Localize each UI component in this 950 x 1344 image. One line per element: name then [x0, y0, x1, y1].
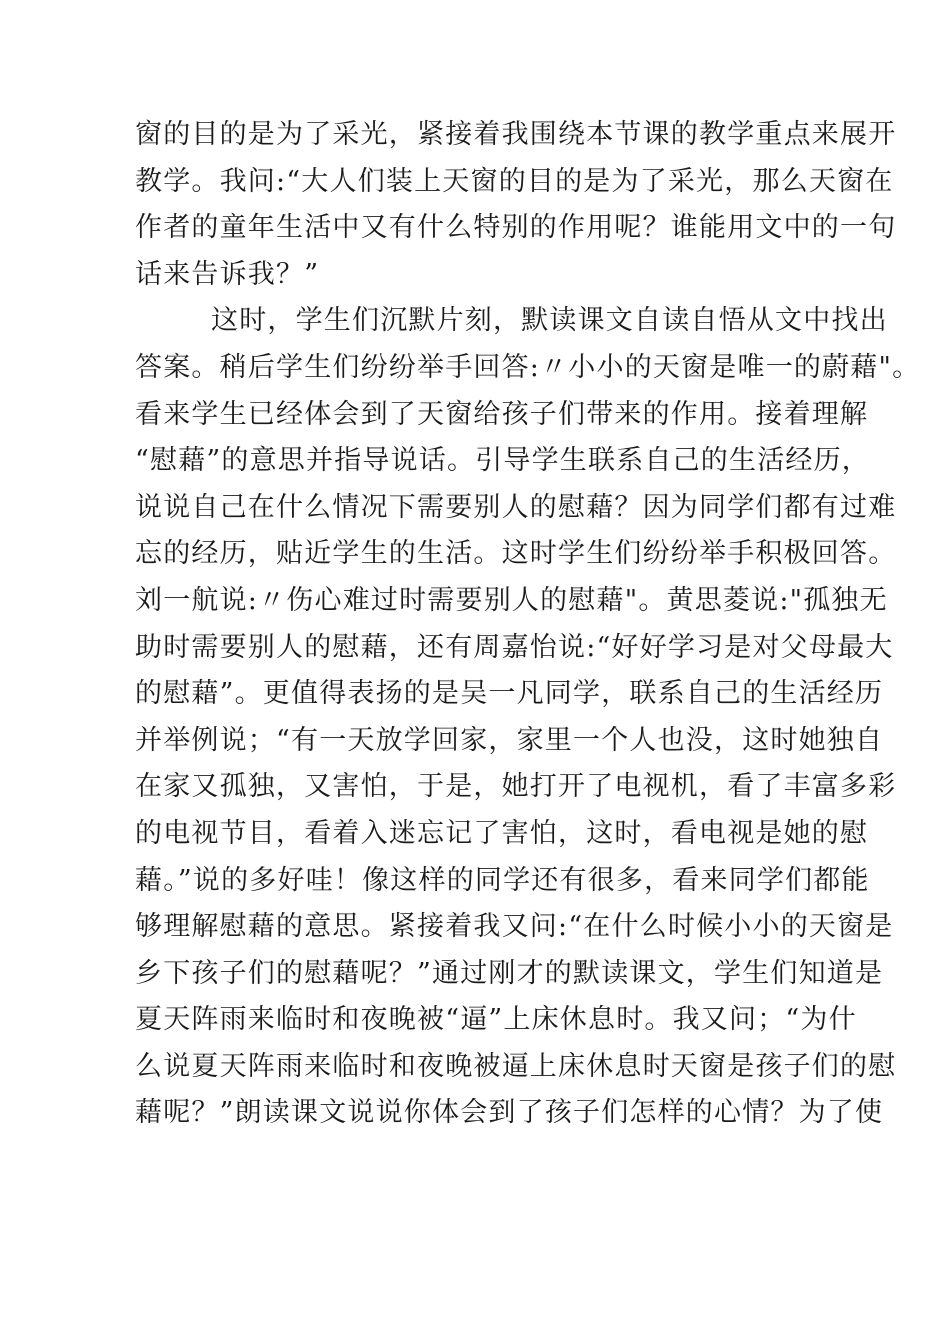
text-line: 窗的目的是为了采光，紧接着我围绕本节课的教学重点来展开	[135, 119, 897, 150]
text-line: 藉呢？”朗读课文说说你体会到了孩子们怎样的心情？为了使	[135, 1097, 884, 1129]
text-line: 刘一航说:〃伤心难过时需要别人的慰藉"。黄思菱说:"孤独无	[135, 584, 888, 616]
text-line: 说说自己在什么情况下需要别人的慰藉？因为同学们都有过难	[135, 491, 897, 523]
text-line: 藉。”说的多好哇！像这样的同学还有很多，看来同学们都能	[135, 864, 870, 896]
text-line: 夏天阵雨来临时和夜晚被“逼”上床休息时。我又问；“为什	[135, 1004, 857, 1036]
text-line: 乡下孩子们的慰藉呢？”通过刚才的默读课文，学生们知道是	[135, 957, 884, 989]
body-text	[135, 112, 921, 1137]
text-line: 并举例说；“有一天放学回家，家里一个人也没，这时她独自	[135, 724, 884, 756]
text-line: 作者的童年生活中又有什么特别的作用呢？谁能用文中的一句	[135, 212, 897, 244]
text-line: 的慰藉”。更值得表扬的是吴一凡同学，联系自己的生活经历	[135, 678, 884, 710]
text-line: 够理解慰藉的意思。紧接着我又问:“在什么时候小小的天窗是	[135, 911, 894, 943]
text-line: 看来学生已经体会到了天窗给孩子们带来的作用。接着理解	[135, 398, 869, 430]
paragraph-start-line: 这时，学生们沉默片刻，默读课文自读自悟从文中找出	[211, 305, 888, 337]
text-line: 话来告诉我？”	[135, 258, 320, 290]
text-line: 在家又孤独，又害怕，于是，她打开了电视机，看了丰富多彩	[135, 771, 897, 803]
text-line: “慰藉”的意思并指导说话。引导学生联系自己的生活经历，	[135, 445, 871, 477]
text-line: 忘的经历，贴近学生的生活。这时学生们纷纷举手积极回答。	[135, 538, 897, 570]
text-line: 助时需要别人的慰藉，还有周嘉怡说:“好好学习是对父母最大	[135, 631, 894, 663]
text-line: 的电视节目，看着入迷忘记了害怕，这时，看电视是她的慰	[135, 817, 869, 849]
text-line: 么说夏天阵雨来临时和夜晚被逼上床休息时天窗是孩子们的慰	[135, 1050, 897, 1082]
text-line: 教学。我问:“大人们装上天窗的目的是为了采光，那么天窗在	[135, 165, 894, 197]
text-line: 答案。稍后学生们纷纷举手回答:〃小小的天窗是唯一的蔚藉"。	[135, 351, 921, 383]
